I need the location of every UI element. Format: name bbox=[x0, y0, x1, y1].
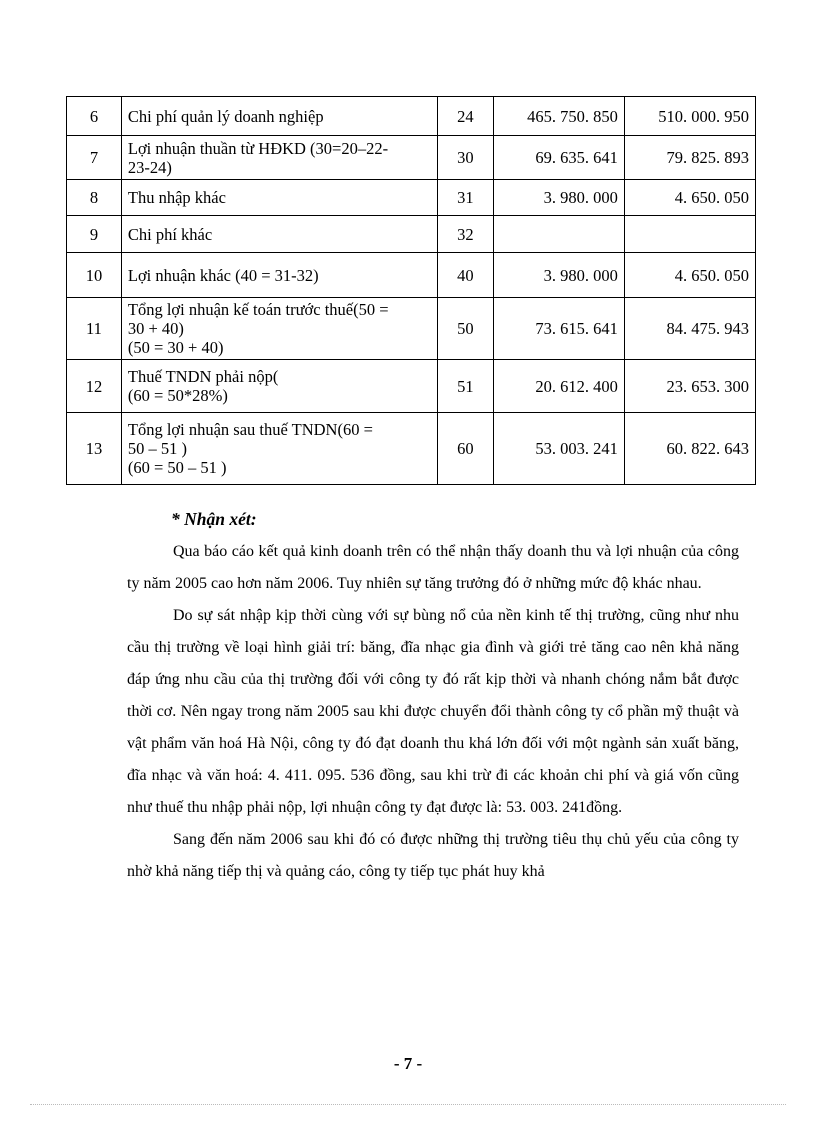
value-2006-cell: 23. 653. 300 bbox=[624, 360, 755, 413]
table-row bbox=[67, 360, 756, 413]
item-line: 23-24) bbox=[127, 157, 172, 177]
item-cell bbox=[121, 180, 437, 216]
value-2006-cell: 60. 822. 643 bbox=[624, 413, 755, 485]
item-cell bbox=[121, 360, 437, 413]
item-cell bbox=[121, 253, 437, 298]
bottom-divider bbox=[30, 1104, 786, 1105]
page-number: - 7 - bbox=[393, 1054, 423, 1073]
table-row bbox=[67, 253, 756, 298]
item-line: (50 = 30 + 40) bbox=[127, 338, 224, 357]
value-2005-cell bbox=[493, 216, 624, 253]
table-row bbox=[67, 298, 756, 360]
row-number-cell: 8 bbox=[67, 180, 122, 216]
value-2005-cell: 69. 635. 641 bbox=[493, 136, 624, 180]
item-line: Tổng lợi nhuận kế toán trước thuế(50 = bbox=[127, 300, 389, 319]
item-line: 50 – 51 ) bbox=[127, 439, 187, 458]
table-body bbox=[67, 97, 756, 485]
item-cell bbox=[121, 97, 437, 136]
code-cell: 51 bbox=[437, 360, 493, 413]
code-cell: 60 bbox=[437, 413, 493, 485]
value-2005-cell: 20. 612. 400 bbox=[493, 360, 624, 413]
row-number-cell: 9 bbox=[67, 216, 122, 253]
value-2006-cell: 79. 825. 893 bbox=[624, 136, 755, 180]
item-cell bbox=[121, 136, 437, 180]
value-2005-cell: 53. 003. 241 bbox=[493, 413, 624, 485]
value-2005-cell: 3. 980. 000 bbox=[493, 180, 624, 216]
paragraph-3: Sang đến năm 2006 sau khi đó có được những thị trường tiêu thụ chủ yếu của công ty nhờ khả năng tiếp thị và quảng cáo, công ty tiếp tục phát huy khả bbox=[127, 831, 739, 880]
paragraph-2: Do sự sát nhập kịp thời cùng với sự bùng nổ của nền kinh tế thị trường, cũng như nhu cầu thị trường về loại hình giải trí: băng, đĩa nhạc gia đình và giới trẻ tăng cao nên khả năng đáp ứng nhu cầu của thị trường đối với công ty đó rất kịp thời và nhanh chóng nắm bắt được thời cơ. Nên ngay trong năm 2005 sau khi được chuyển đổi thành công ty cổ phần mỹ thuật và vật phẩm văn hoá Hà Nội, công ty đó đạt doanh thu khá lớn đối với một ngành sản xuất băng, đĩa nhạc và văn hoá: 4. 411. 095. 536 đồng, sau khi trừ đi các khoản chi phí và giá vốn cũng như thuế thu nhập phải nộp, lợi nhuận công ty đạt được là: 53. 003. 241đồng. bbox=[127, 607, 739, 816]
item-line: Lợi nhuận thuần từ HĐKD (30=20–22- bbox=[127, 138, 389, 158]
item-cell bbox=[121, 298, 437, 360]
code-cell: 31 bbox=[437, 180, 493, 216]
item-line: Tổng lợi nhuận sau thuế TNDN(60 = bbox=[127, 420, 373, 439]
table-row bbox=[67, 136, 756, 180]
table-row bbox=[67, 216, 756, 253]
value-2006-cell bbox=[624, 216, 755, 253]
item-line: Chi phí quản lý doanh nghiệp bbox=[127, 106, 324, 126]
value-2006-cell: 4. 650. 050 bbox=[624, 253, 755, 298]
table-row bbox=[67, 180, 756, 216]
row-number-cell: 6 bbox=[67, 97, 122, 136]
item-line: Thuế TNDN phải nộp( bbox=[127, 367, 279, 386]
value-2006-cell: 510. 000. 950 bbox=[624, 97, 755, 136]
comment-heading: * Nhận xét: bbox=[171, 509, 257, 529]
item-line: (60 = 50*28%) bbox=[127, 386, 228, 405]
row-number-cell: 13 bbox=[67, 413, 122, 485]
income-statement-table bbox=[66, 96, 756, 485]
row-number-cell: 7 bbox=[67, 136, 122, 180]
code-cell: 40 bbox=[437, 253, 493, 298]
item-line: Thu nhập khác bbox=[127, 188, 226, 207]
code-cell: 30 bbox=[437, 136, 493, 180]
value-2005-cell: 73. 615. 641 bbox=[493, 298, 624, 360]
value-2005-cell: 3. 980. 000 bbox=[493, 253, 624, 298]
item-cell bbox=[121, 413, 437, 485]
row-number-cell: 10 bbox=[67, 253, 122, 298]
code-cell: 24 bbox=[437, 97, 493, 136]
paragraph-1: Qua báo cáo kết quả kinh doanh trên có thể nhận thấy doanh thu và lợi nhuận của công ty năm 2005 cao hơn năm 2006. Tuy nhiên sự tăng trưởng đó ở những mức độ khác nhau. bbox=[127, 543, 739, 592]
row-number-cell: 11 bbox=[67, 298, 122, 360]
row-number-cell: 12 bbox=[67, 360, 122, 413]
item-line: Chi phí khác bbox=[127, 224, 213, 244]
table-row bbox=[67, 97, 756, 136]
code-cell: 50 bbox=[437, 298, 493, 360]
value-2005-cell: 465. 750. 850 bbox=[493, 97, 624, 136]
table-row bbox=[67, 413, 756, 485]
value-2006-cell: 4. 650. 050 bbox=[624, 180, 755, 216]
item-line: Lợi nhuận khác (40 = 31-32) bbox=[127, 265, 319, 285]
item-line: (60 = 50 – 51 ) bbox=[127, 458, 227, 477]
comment-section bbox=[127, 504, 739, 888]
code-cell: 32 bbox=[437, 216, 493, 253]
item-line: 30 + 40) bbox=[127, 319, 184, 338]
item-cell bbox=[121, 216, 437, 253]
value-2006-cell: 84. 475. 943 bbox=[624, 298, 755, 360]
